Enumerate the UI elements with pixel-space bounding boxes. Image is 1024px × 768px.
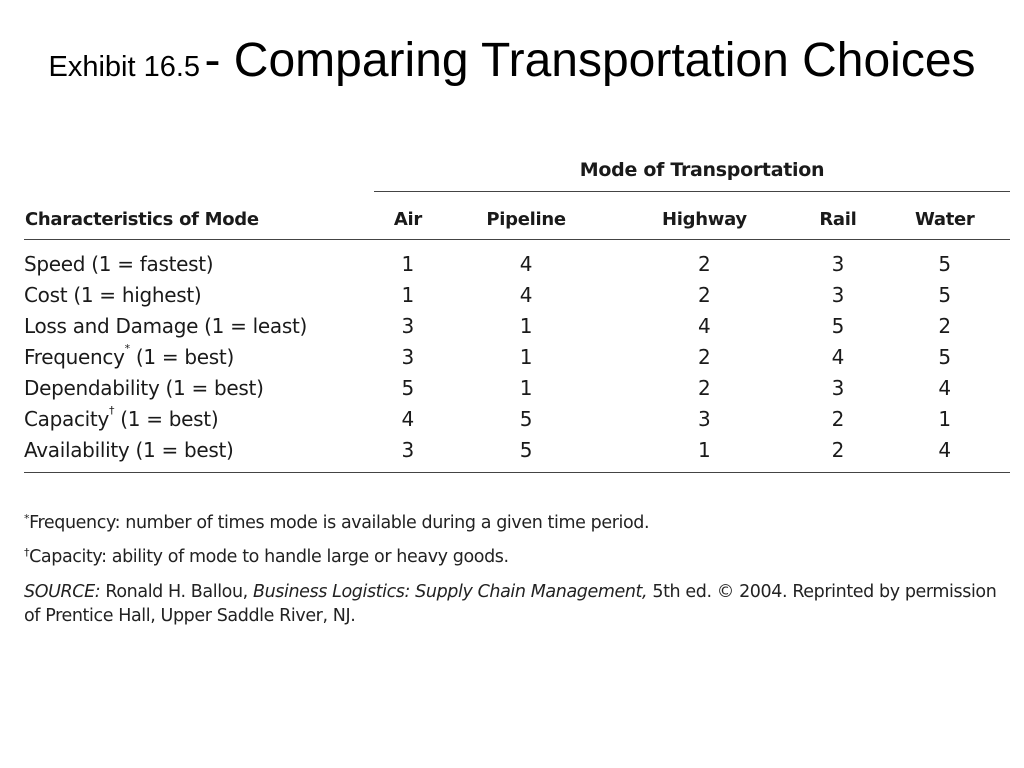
rank-cell: 3	[401, 314, 415, 338]
rank-cell: 1	[401, 283, 415, 307]
column-header-highway: Highway	[612, 199, 796, 240]
table-row	[24, 404, 1010, 435]
table-row	[24, 311, 1010, 342]
rank-cell: 4	[401, 407, 415, 431]
slide-title	[0, 30, 1024, 103]
rank-cell: 1	[938, 407, 952, 431]
column-header-water: Water	[879, 199, 1010, 240]
rank-cell: 1	[519, 314, 533, 338]
rank-cell: 4	[938, 376, 952, 400]
table-header-row	[24, 199, 1010, 240]
rank-cell: 3	[698, 407, 711, 431]
row-label: Availability (1 = best)	[24, 435, 376, 473]
table-row	[24, 280, 1010, 311]
rank-cell: 5	[401, 376, 415, 400]
row-label: Dependability (1 = best)	[24, 376, 264, 400]
rank-cell: 3	[401, 345, 415, 369]
rank-cell: 2	[831, 407, 845, 431]
rank-cell: 3	[831, 376, 845, 400]
rank-cell: 3	[831, 252, 845, 276]
rank-cell: 4	[519, 252, 533, 276]
rank-cell: 4	[698, 314, 711, 338]
group-header: Mode of Transportation	[374, 155, 1010, 192]
rank-cell: 2	[796, 435, 879, 473]
footnote-frequency: *Frequency: number of times mode is available during a given time period.	[24, 512, 650, 533]
rank-cell: 1	[519, 376, 533, 400]
row-label: Capacity† (1 = best)	[24, 404, 219, 431]
rank-cell: 3	[831, 283, 845, 307]
table-row	[24, 342, 1010, 373]
rank-cell: 2	[698, 376, 711, 400]
column-header-pipeline: Pipeline	[440, 199, 613, 240]
rank-cell: 4	[879, 435, 1010, 473]
rank-cell: 1	[612, 435, 796, 473]
rank-cell: 4	[831, 345, 845, 369]
title-text: - Comparing Transportation Choices	[204, 34, 976, 87]
rank-cell: 5	[938, 345, 952, 369]
rank-cell: 2	[938, 314, 952, 338]
column-header-rail: Rail	[796, 199, 879, 240]
row-label: Speed (1 = fastest)	[24, 252, 214, 276]
comparison-table	[24, 199, 1010, 473]
rank-cell: 5	[938, 283, 952, 307]
rank-cell: 1	[401, 252, 415, 276]
table-row	[24, 240, 1010, 281]
footnotes	[24, 512, 1004, 640]
table-row	[24, 435, 1010, 473]
rank-cell: 1	[519, 345, 533, 369]
table-row	[24, 373, 1010, 404]
table-body	[24, 240, 1010, 473]
rank-cell: 2	[698, 345, 711, 369]
source-citation: SOURCE: Ronald H. Ballou, Business Logistics: Supply Chain Management, 5th ed. © 2004. Reprinted by permission of Prentice Hall, Upper Saddle River, NJ.	[24, 582, 997, 626]
source-label: SOURCE:	[24, 582, 101, 602]
rank-cell: 5	[519, 407, 533, 431]
rank-cell: 4	[519, 283, 533, 307]
rank-cell: 5	[440, 435, 613, 473]
row-header: Characteristics of Mode	[24, 199, 376, 240]
rank-cell: 2	[698, 283, 711, 307]
footnote-capacity: †Capacity: ability of mode to handle large or heavy goods.	[24, 546, 509, 567]
exhibit-number: Exhibit 16.5	[48, 51, 201, 83]
rank-cell: 3	[376, 435, 440, 473]
rank-cell: 5	[938, 252, 952, 276]
source-book-title: Business Logistics: Supply Chain Management,	[252, 582, 648, 602]
rank-cell: 5	[831, 314, 845, 338]
row-label: Loss and Damage (1 = least)	[24, 314, 308, 338]
row-label: Frequency* (1 = best)	[24, 342, 234, 369]
column-header-air: Air	[376, 199, 440, 240]
rank-cell: 2	[698, 252, 711, 276]
row-label: Cost (1 = highest)	[24, 283, 202, 307]
